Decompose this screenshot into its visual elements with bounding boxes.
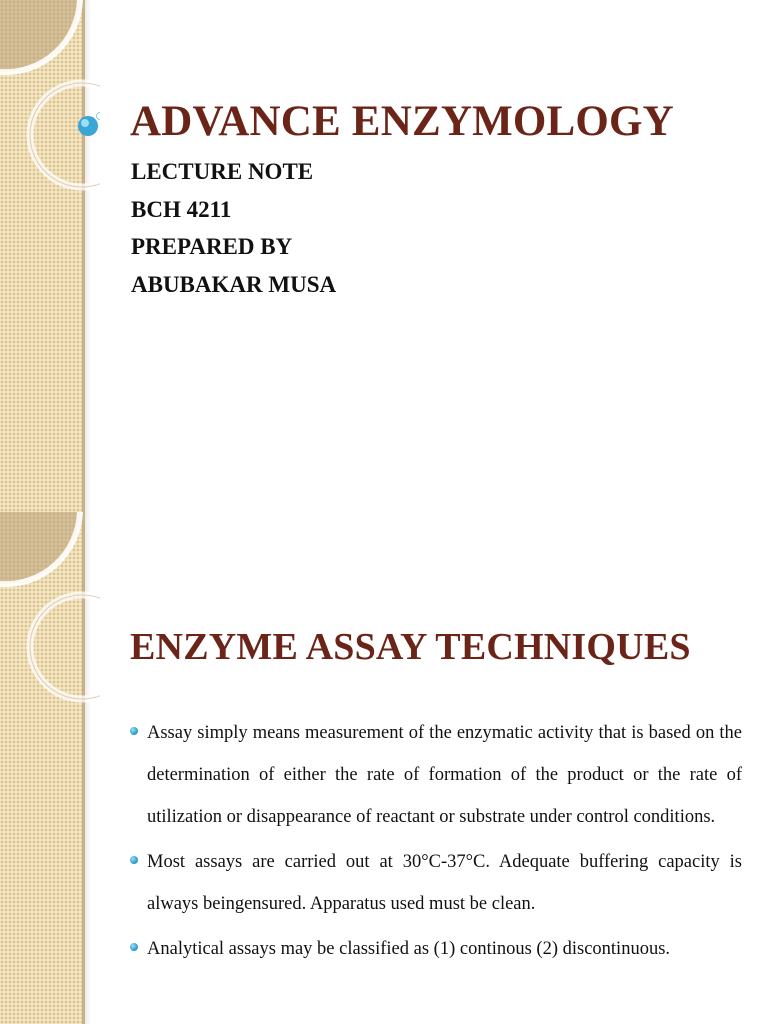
bullet-dot-icon bbox=[130, 943, 138, 951]
bullet-dot-icon bbox=[130, 856, 138, 864]
blue-sphere-icon bbox=[78, 116, 98, 136]
bullet-item bbox=[130, 928, 742, 970]
subtitle-line: BCH 4211 bbox=[131, 196, 232, 222]
content-slide bbox=[0, 512, 768, 1024]
subtitle-line: ABUBAKAR MUSA bbox=[131, 271, 337, 297]
bullet-text: Analytical assays may be classified as (1) continous (2) discontinuous. bbox=[147, 939, 671, 959]
subtitle-line: LECTURE NOTE bbox=[131, 159, 314, 184]
slide-title: ENZYME ASSAY TECHNIQUES bbox=[130, 626, 691, 668]
bullet-text: Assay simply means measurement of the enzymatic activity that is based on the determination of either the rate of formation of the product or the rate of utilization or disappearance of reactant or substrate under control conditions. bbox=[147, 723, 742, 827]
slide-title: ADVANCE ENZYMOLOGY bbox=[130, 98, 674, 145]
decorative-rings bbox=[0, 512, 100, 752]
bullet-text: Most assays are carried out at 30°C-37°C. Adequate buffering capacity is always beingensured. Apparatus used must be clean. bbox=[147, 852, 742, 914]
subtitle-lines bbox=[131, 156, 336, 306]
decorative-rings bbox=[0, 0, 100, 240]
bullet-item bbox=[130, 712, 742, 838]
bullet-dot-icon bbox=[130, 727, 138, 735]
bullet-list bbox=[130, 712, 742, 973]
bullet-item bbox=[130, 841, 742, 925]
subtitle-line: PREPARED BY bbox=[131, 234, 293, 259]
